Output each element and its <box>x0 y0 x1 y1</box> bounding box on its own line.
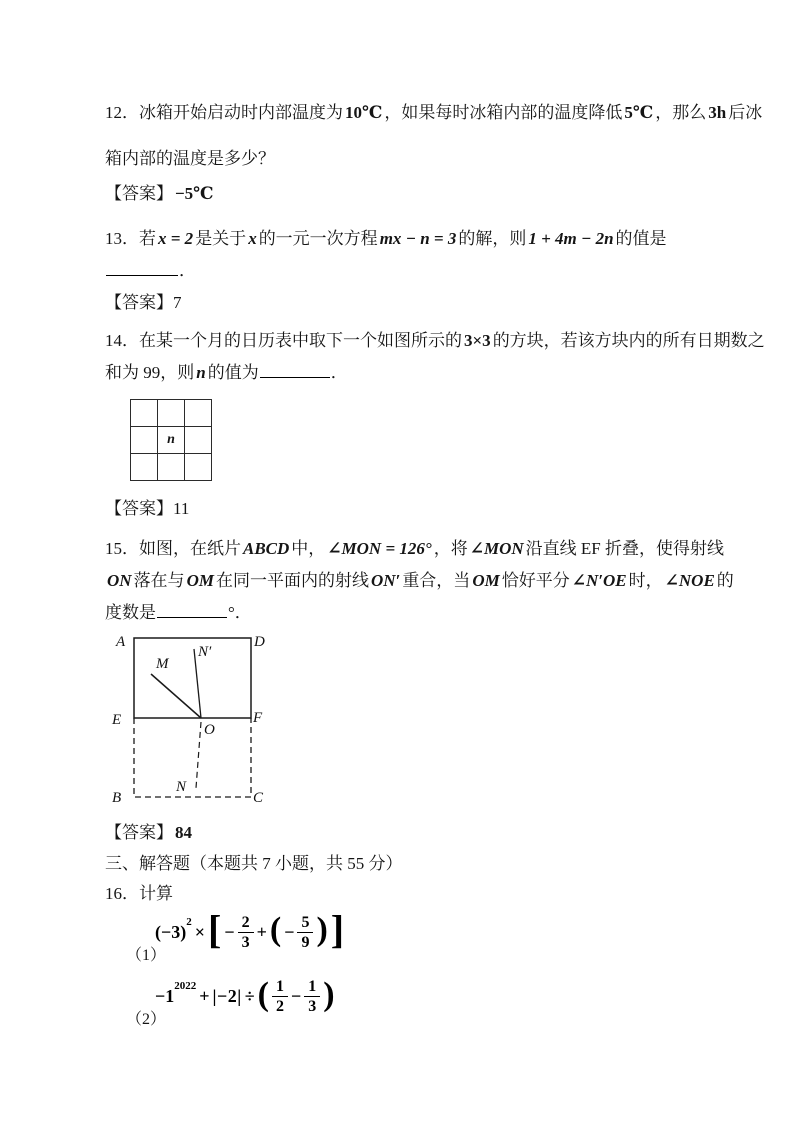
absolute-value: |−2| <box>212 986 242 1006</box>
ray-OM <box>151 674 201 718</box>
q13-answer <box>105 290 705 316</box>
q15-fold-figure <box>110 630 280 815</box>
math-base: $-1^{2022}$ <box>155 980 197 1006</box>
text-segment: ，将 <box>433 539 468 558</box>
text-segment: ，如果每时冰箱内部的温度降低 <box>384 103 623 122</box>
text-segment: 12．冰箱开始启动时内部温度为 <box>105 103 343 122</box>
grid-cell <box>131 454 158 481</box>
label-N-prime: N′ <box>198 644 212 660</box>
math-segment: mx − n = 3 <box>379 229 457 248</box>
label-F: F <box>253 710 263 726</box>
q12-line2: 箱内部的温度是多少？ <box>105 149 275 168</box>
divide-operator: ÷ <box>244 986 255 1006</box>
fraction-5-9: $\frac{5}{9}$ <box>297 914 313 951</box>
fraction-1-2: $\frac{1}{2}$ <box>272 978 288 1015</box>
math-segment: ∠NOE <box>664 571 715 590</box>
text-segment: 在同一平面内的射线 <box>215 571 369 590</box>
answer-label: 【答案】 <box>105 499 173 518</box>
text-segment: 中， <box>291 539 326 558</box>
answer-value: −5℃ <box>175 184 214 203</box>
text-segment: 的 <box>716 571 734 590</box>
text-segment: 的值为 <box>207 363 259 382</box>
text-segment: 度数是 <box>105 603 156 622</box>
plus-operator: + <box>256 921 267 942</box>
minus-operator: − <box>284 921 295 942</box>
text-segment: 恰好平分 <box>501 571 570 590</box>
text-segment: ． <box>330 363 348 382</box>
text-segment: 14．在某一个月的日历表中取下一个如图所示的 <box>105 331 462 350</box>
minus-operator: − <box>290 986 302 1006</box>
text-segment: °． <box>228 603 252 622</box>
answer-blank <box>106 258 178 276</box>
q14-line2 <box>105 360 705 386</box>
fraction-2-3: $\frac{2}{3}$ <box>238 914 254 951</box>
math-segment: x = 2 <box>158 229 194 248</box>
fraction-1-3: $\frac{1}{3}$ <box>304 978 320 1015</box>
grid-cell <box>185 454 212 481</box>
right-paren: ) <box>323 975 335 1013</box>
math-segment: OM <box>472 571 500 590</box>
right-bracket: ] <box>330 907 345 952</box>
grid-cell <box>158 400 185 427</box>
text-segment: 是关于 <box>195 229 247 248</box>
text-segment: ． <box>179 261 196 280</box>
minus-operator: − <box>224 921 235 942</box>
left-paren: ( <box>257 975 269 1013</box>
math-segment: 3h <box>708 103 727 122</box>
math-segment: 3×3 <box>464 331 491 350</box>
grid-cell <box>131 427 158 454</box>
q12-answer <box>105 181 705 207</box>
dashed-rectangle-EBCF <box>134 718 251 797</box>
grid-cell <box>158 454 185 481</box>
answer-label: 【答案】 <box>105 293 173 312</box>
left-paren: ( <box>269 911 282 948</box>
text-segment: 的一元一次方程 <box>258 229 378 248</box>
ray-ON-dashed <box>196 722 201 788</box>
label-N: N <box>176 779 187 795</box>
solid-rectangle-ADFE <box>134 638 251 718</box>
q13-line1 <box>105 226 705 252</box>
text-segment: 后冰 <box>728 103 763 122</box>
text-segment: 的方块，若该方块内的所有日期数之 <box>492 331 765 350</box>
answer-value: 84 <box>175 823 192 842</box>
text-segment: 重合，当 <box>402 571 471 590</box>
math-segment: ON <box>107 571 132 590</box>
grid-cell <box>131 400 158 427</box>
answer-blank <box>260 360 330 378</box>
q16-part1-label: （1） <box>126 947 167 964</box>
label-A: A <box>116 634 126 650</box>
calendar-grid-figure <box>130 399 212 481</box>
label-O: O <box>204 722 215 738</box>
grid-cell-n: n <box>158 427 185 454</box>
text-segment: 落在与 <box>133 571 185 590</box>
math-segment: x <box>248 229 257 248</box>
math-segment: 5℃ <box>624 103 654 122</box>
plus-operator: + <box>199 986 210 1006</box>
q13-line2 <box>105 258 705 284</box>
section3-title: 三、解答题（本题共 7 小题，共 55 分） <box>105 854 403 873</box>
q15-line1 <box>105 536 724 562</box>
q15-answer <box>105 820 705 846</box>
answer-label: 【答案】 <box>105 823 173 842</box>
math-segment: ON′ <box>370 571 401 590</box>
answer-blank <box>157 600 227 618</box>
math-segment: ∠N′OE <box>571 571 627 590</box>
q14-answer <box>105 496 705 522</box>
text-segment: 的值是 <box>615 229 667 248</box>
q15-line2 <box>105 568 734 594</box>
label-M: M <box>156 656 169 672</box>
text-segment: 和为 99，则 <box>105 363 195 382</box>
q14-line1 <box>105 328 765 354</box>
text-segment: 沿直线 EF 折叠，使得射线 <box>525 539 724 558</box>
q12-line1 <box>105 100 763 126</box>
math-segment: n <box>196 363 206 382</box>
q15-line3 <box>105 600 705 626</box>
times-operator: × <box>194 921 206 942</box>
left-bracket: [ <box>208 907 222 952</box>
math-segment: ABCD <box>243 539 290 558</box>
label-C: C <box>253 790 264 806</box>
answer-label: 【答案】 <box>105 184 173 203</box>
exponent: 2 <box>186 915 192 928</box>
text-segment: 时， <box>628 571 663 590</box>
text-segment: ，那么 <box>655 103 707 122</box>
math-base: $(-3)^2$ <box>155 915 192 942</box>
grid-cell <box>185 427 212 454</box>
label-B: B <box>112 790 122 806</box>
math-segment: ∠MON <box>469 539 524 558</box>
answer-value: 11 <box>173 499 190 518</box>
label-E: E <box>112 712 122 728</box>
q16-part2-label: （2） <box>126 1011 167 1028</box>
math-segment: 10℃ <box>345 103 383 122</box>
q16-part1-formula <box>155 907 345 952</box>
math-segment: 1 + 4m − 2n <box>528 229 614 248</box>
grid-cell <box>185 400 212 427</box>
math-segment: ∠MON = 126° <box>327 539 432 558</box>
text-segment: 15．如图，在纸片 <box>105 539 241 558</box>
text-segment: 13．若 <box>105 229 156 248</box>
math-segment: OM <box>186 571 214 590</box>
right-paren: ) <box>316 911 328 948</box>
answer-value: 7 <box>173 293 182 312</box>
text-segment: 的解，则 <box>458 229 527 248</box>
q16-part2-formula <box>155 975 335 1015</box>
q16-title: 16．计算 <box>105 884 173 903</box>
exponent: 2022 <box>174 980 197 992</box>
label-D: D <box>254 634 265 650</box>
